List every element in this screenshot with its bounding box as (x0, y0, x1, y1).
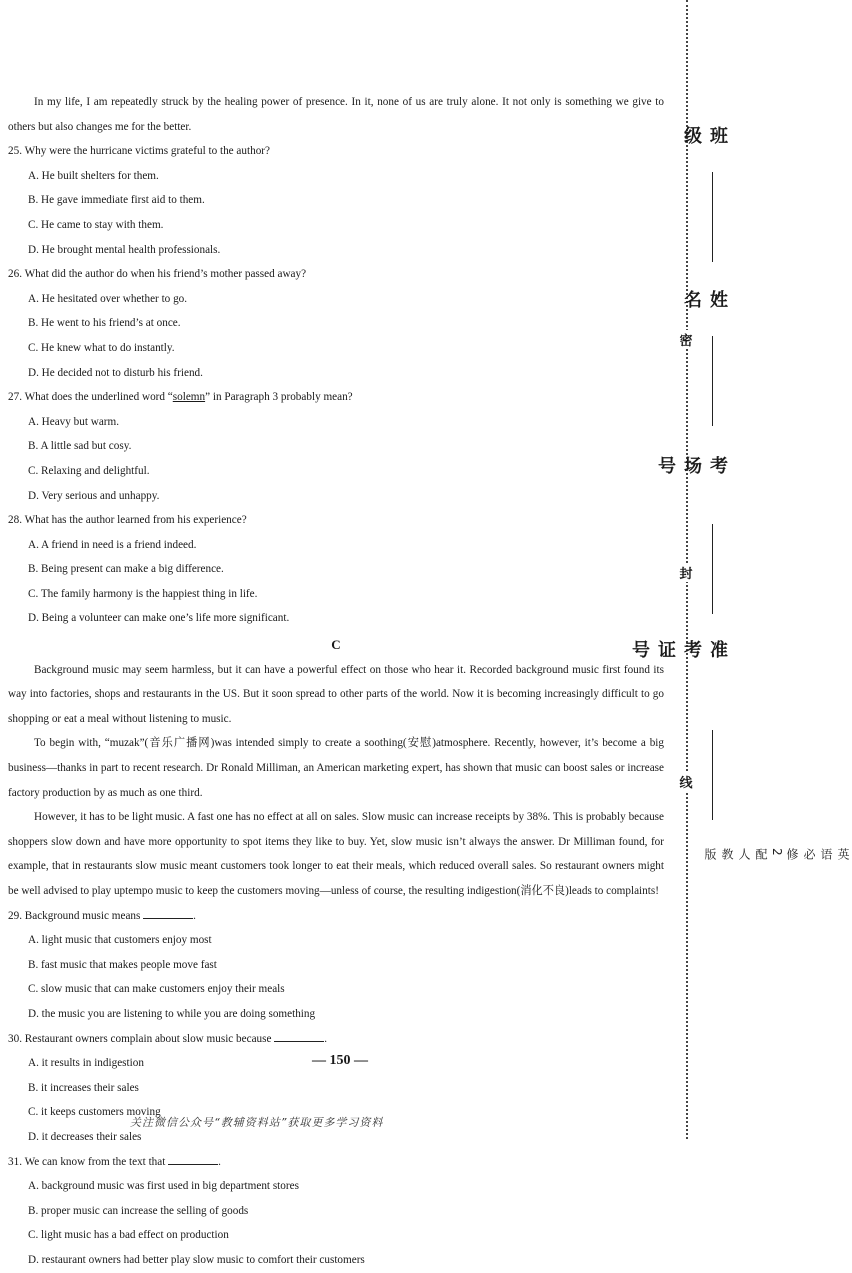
option-d: D. the music you are listening to while you are doing something (28, 1007, 316, 1020)
option-d: D. He brought mental health professionals. (28, 243, 221, 256)
field-ticket-line (712, 730, 713, 820)
field-room-label: 考场号 (655, 456, 728, 476)
question-stem: 25. Why were the hurricane victims grateful to the author? (8, 145, 270, 158)
question-25 (8, 139, 664, 262)
underlined-word: solemn (172, 391, 206, 404)
question-27 (8, 385, 664, 508)
question-26 (8, 262, 664, 385)
field-room-line (712, 524, 713, 614)
option-c: C. He knew what to do instantly. (28, 341, 175, 354)
page-number: — 150 — (312, 1053, 368, 1068)
stem-end: . (324, 1032, 328, 1045)
stem-text: 30. Restaurant owners complain about slow music because (8, 1032, 272, 1045)
options (8, 410, 664, 508)
passage-c-paragraph-2: To begin with, “muzak”(音乐广播网)was intended simply to create a soothing(安慰)atmosphere. Recently, however, it’s become a big business—thanks in part to recent research. Dr Ronald Milliman, an American marketing expert, has shown that music can boost sales or increase factory production by as much as one third. (8, 737, 664, 799)
option-a: A. it results in indigestion (28, 1057, 144, 1070)
footer-note: 关注微信公众号“教辅资料站”获取更多学习资料 (130, 1116, 384, 1129)
options (8, 287, 664, 385)
question-stem (8, 904, 664, 929)
field-class-line (712, 172, 713, 262)
passage-c-paragraph-1: Background music may seem harmless, but it can have a powerful effect on those who hear it. Recorded background music first found its way into factories, shops and restaurants in the US. But it soon spread to other parts of the world. Now it is becoming increasingly difficult to go shopping or eat a meal without listening to music. (8, 663, 664, 725)
option-c: C. it keeps customers moving (28, 1106, 161, 1119)
stem-end: . (218, 1155, 221, 1168)
option-a: A. A friend in need is a friend indeed. (28, 538, 197, 551)
option-b: B. proper music can increase the selling of goods (28, 1204, 249, 1217)
answer-blank (274, 1029, 324, 1042)
question-stem: 26. What did the author do when his friend’s mother passed away? (8, 268, 307, 281)
option-b: B. He went to his friend’s at once. (28, 317, 181, 330)
exam-content (8, 90, 664, 1273)
option-d: D. Very serious and unhappy. (28, 489, 160, 502)
option-b: B. He gave immediate first aid to them. (28, 194, 205, 207)
answer-blank (168, 1152, 218, 1165)
options (8, 164, 664, 262)
option-a: A. He built shelters for them. (28, 169, 159, 182)
stem-post: ” in Paragraph 3 probably mean? (205, 391, 353, 404)
passage-c-paragraph-3: However, it has to be light music. A fast one has no effect at all on sales. Slow music can increase receipts by 38%. This is probably because shoppers slow down and have more opportunity to spot items they like to buy. Yet, slow music isn’t always the answer. Dr Milliman found, for example, that in restaurants slow music meant customers took longer to eat their meals, which reduced overall sales. So restaurant owners might be well advised to play uptempo music to keep the customers moving—unless of course, the resulting indigestion(消化不良)leads to complaints! (8, 811, 664, 897)
seal-char-xian: 线 (677, 772, 695, 791)
question-29 (8, 904, 664, 1027)
book-info: 英语 必修2 配人教版 (703, 848, 850, 861)
option-c: C. The family harmony is the happiest thing in life. (28, 587, 258, 600)
option-b: B. it increases their sales (28, 1081, 139, 1094)
option-c: C. Relaxing and delightful. (28, 464, 150, 477)
passage-b-end: In my life, I am repeatedly struck by the healing power of presence. In it, none of us are truly alone. It not only is something we give to others but also changes me for the better. (8, 96, 664, 133)
option-a: A. He hesitated over whether to go. (28, 292, 188, 305)
option-b: B. fast music that makes people move fast (28, 958, 217, 971)
options (8, 928, 664, 1026)
seal-char-mi: 密 (677, 330, 695, 349)
option-d: D. it decreases their sales (28, 1130, 142, 1143)
question-31 (8, 1150, 664, 1273)
field-class-label: 班级 (681, 126, 728, 146)
option-d: D. Being a volunteer can make one’s life more significant. (28, 612, 290, 625)
option-a: A. background music was first used in big department stores (28, 1180, 299, 1193)
field-name-line (712, 336, 713, 426)
question-stem (8, 1027, 664, 1052)
question-stem (8, 1150, 664, 1175)
option-a: A. light music that customers enjoy most (28, 934, 212, 947)
stem-text: 31. We can know from the text that (8, 1155, 166, 1168)
field-name-label: 姓名 (681, 290, 728, 310)
stem-pre: 27. What does the underlined word “ (8, 391, 173, 404)
seal-char-feng: 封 (677, 563, 695, 582)
option-b: B. A little sad but cosy. (28, 440, 132, 453)
options (8, 1174, 664, 1272)
stem-end: . (193, 909, 196, 922)
stem-text: 29. Background music means (8, 909, 141, 922)
question-stem: 28. What has the author learned from his experience? (8, 514, 247, 527)
option-c: C. light music has a bad effect on production (28, 1229, 229, 1242)
question-stem (8, 385, 664, 410)
options (8, 533, 664, 631)
option-c: C. He came to stay with them. (28, 218, 164, 231)
option-d: D. restaurant owners had better play slow music to comfort their customers (28, 1253, 365, 1266)
option-d: D. He decided not to disturb his friend. (28, 366, 203, 379)
option-c: C. slow music that can make customers enjoy their meals (28, 983, 285, 996)
answer-blank (143, 906, 193, 919)
option-b: B. Being present can make a big difference. (28, 563, 224, 576)
option-a: A. Heavy but warm. (28, 415, 120, 428)
question-30 (8, 1027, 664, 1150)
question-28 (8, 508, 664, 631)
field-ticket-label: 准考证号 (629, 640, 728, 660)
section-heading-c: C (331, 637, 341, 653)
